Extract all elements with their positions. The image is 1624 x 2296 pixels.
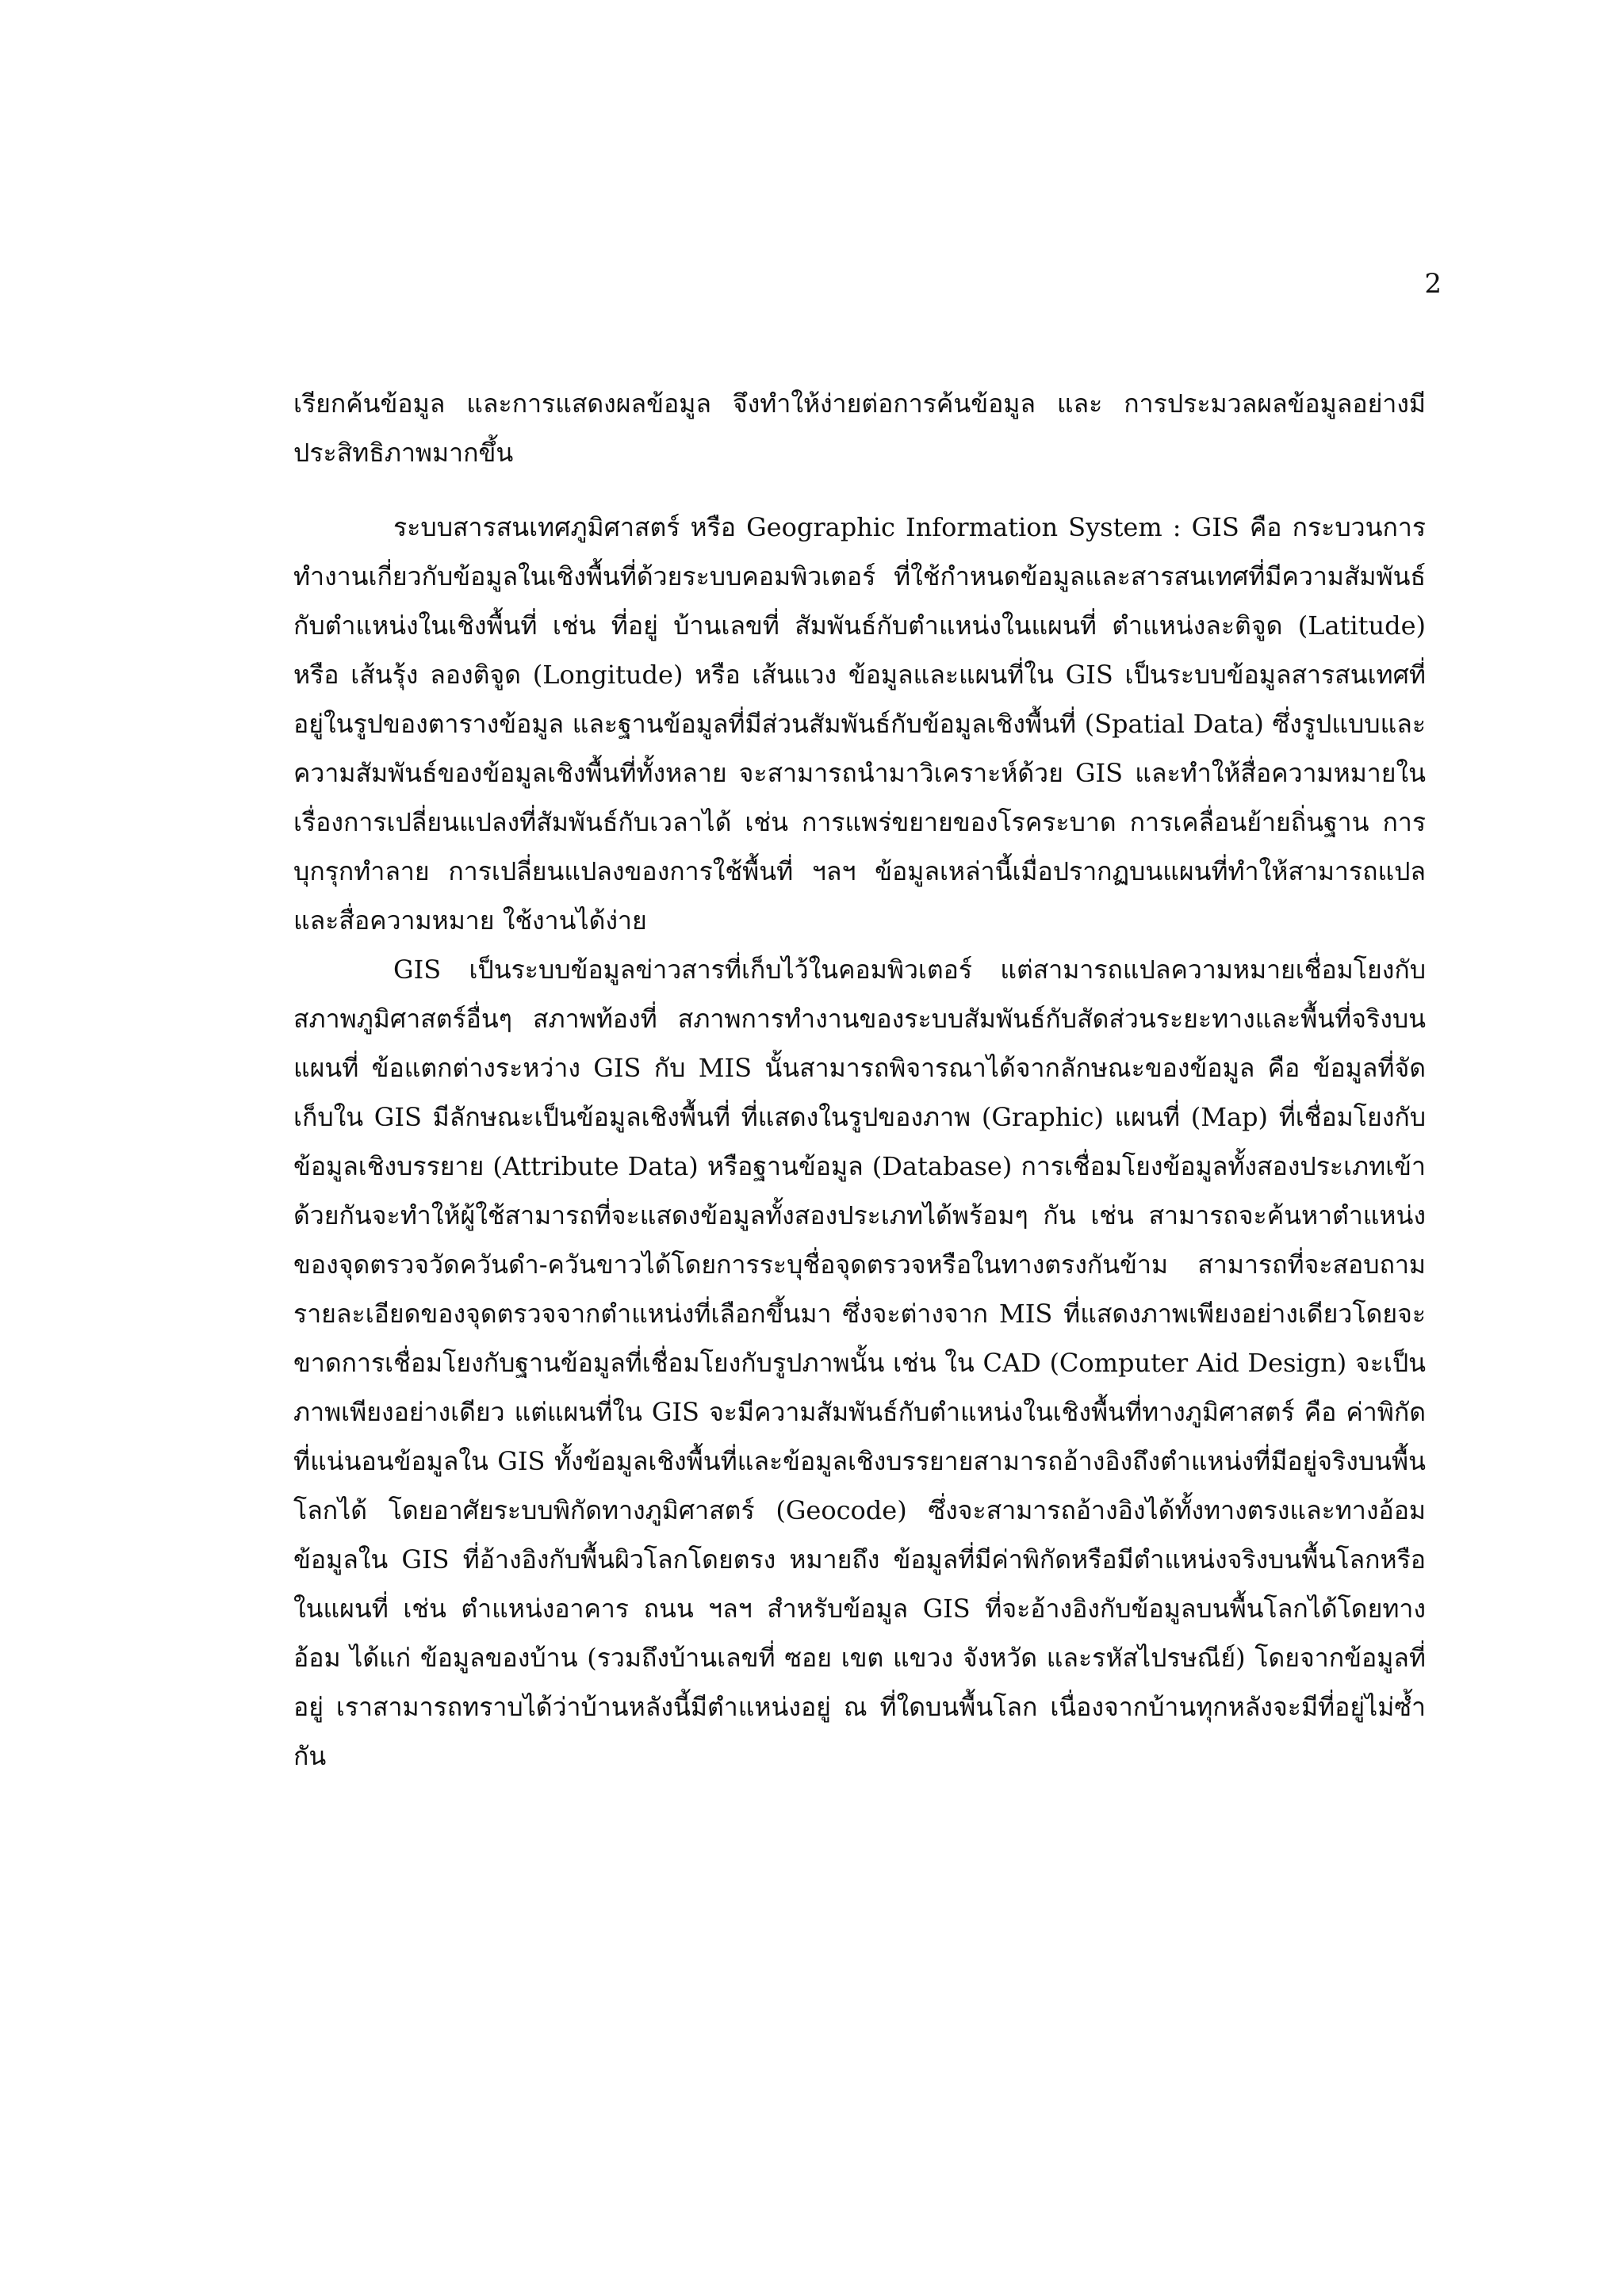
document-body xyxy=(293,379,1426,1781)
paragraph-gap xyxy=(293,477,1426,503)
page-number: 2 xyxy=(1424,268,1442,300)
paragraph-gis-vs-mis: GIS เป็นระบบข้อมูลข่าวสารที่เก็บไว้ในคอมพิวเตอร์ แต่สามารถแปลความหมายเชื่อมโยงกับสภาพภูมิศาสตร์อื่นๆ สภาพท้องที่ สภาพการทำงานของระบบสัมพันธ์กับสัดส่วนระยะทางและพื้นที่จริงบนแผนที่ ข้อแตกต่างระหว่าง GIS กับ MIS นั้นสามารถพิจารณาได้จากลักษณะของข้อมูล คือ ข้อมูลที่จัดเก็บใน GIS มีลักษณะเป็นข้อมูลเชิงพื้นที่ ที่แสดงในรูปของภาพ (Graphic) แผนที่ (Map) ที่เชื่อมโยงกับข้อมูลเชิงบรรยาย (Attribute Data) หรือฐานข้อมูล (Database) การเชื่อมโยงข้อมูลทั้งสองประเภทเข้าด้วยกันจะทำให้ผู้ใช้สามารถที่จะแสดงข้อมูลทั้งสองประเภทได้พร้อมๆ กัน เช่น สามารถจะค้นหาตำแหน่งของจุดตรวจวัดควันดำ-ควันขาวได้โดยการระบุชื่อจุดตรวจหรือในทางตรงกันข้าม สามารถที่จะสอบถามรายละเอียดของจุดตรวจจากตำแหน่งที่เลือกขึ้นมา ซึ่งจะต่างจาก MIS ที่แสดงภาพเพียงอย่างเดียวโดยจะขาดการเชื่อมโยงกับฐานข้อมูลที่เชื่อมโยงกับรูปภาพนั้น เช่น ใน CAD (Computer Aid Design) จะเป็นภาพเพียงอย่างเดียว แต่แผนที่ใน GIS จะมีความสัมพันธ์กับตำแหน่งในเชิงพื้นที่ทางภูมิศาสตร์ คือ ค่าพิกัดที่แน่นอนข้อมูลใน GIS ทั้งข้อมูลเชิงพื้นที่และข้อมูลเชิงบรรยายสามารถอ้างอิงถึงตำแหน่งที่มีอยู่จริงบนพื้นโลกได้ โดยอาศัยระบบพิกัดทางภูมิศาสตร์ (Geocode) ซึ่งจะสามารถอ้างอิงได้ทั้งทางตรงและทางอ้อม ข้อมูลใน GIS ที่อ้างอิงกับพื้นผิวโลกโดยตรง หมายถึง ข้อมูลที่มีค่าพิกัดหรือมีตำแหน่งจริงบนพื้นโลกหรือในแผนที่ เช่น ตำแหน่งอาคาร ถนน ฯลฯ สำหรับข้อมูล GIS ที่จะอ้างอิงกับข้อมูลบนพื้นโลกได้โดยทางอ้อม ได้แก่ ข้อมูลของบ้าน (รวมถึงบ้านเลขที่ ซอย เขต แขวง จังหวัด และรหัสไปรษณีย์) โดยจากข้อมูลที่อยู่ เราสามารถทราบได้ว่าบ้านหลังนี้มีตำแหน่งอยู่ ณ ที่ใดบนพื้นโลก เนื่องจากบ้านทุกหลังจะมีที่อยู่ไม่ซ้ำกัน xyxy=(293,955,1426,1771)
paragraph-gis-definition: ระบบสารสนเทศภูมิศาสตร์ หรือ Geographic Information System : GIS คือ กระบวนการทำงานเกี่ยวกับข้อมูลในเชิงพื้นที่ด้วยระบบคอมพิวเตอร์ ที่ใช้กำหนดข้อมูลและสารสนเทศที่มีความสัมพันธ์กับตำแหน่งในเชิงพื้นที่ เช่น ที่อยู่ บ้านเลขที่ สัมพันธ์กับตำแหน่งในแผนที่ ตำแหน่งละติจูด (Latitude) หรือ เส้นรุ้ง ลองติจูด (Longitude) หรือ เส้นแวง ข้อมูลและแผนที่ใน GIS เป็นระบบข้อมูลสารสนเทศที่อยู่ในรูปของตารางข้อมูล และฐานข้อมูลที่มีส่วนสัมพันธ์กับข้อมูลเชิงพื้นที่ (Spatial Data) ซึ่งรูปแบบและความสัมพันธ์ของข้อมูลเชิงพื้นที่ทั้งหลาย จะสามารถนำมาวิเคราะห์ด้วย GIS และทำให้สื่อความหมายในเรื่องการเปลี่ยนแปลงที่สัมพันธ์กับเวลาได้ เช่น การแพร่ขยายของโรคระบาด การเคลื่อนย้ายถิ่นฐาน การบุกรุกทำลาย การเปลี่ยนแปลงของการใช้พื้นที่ ฯลฯ ข้อมูลเหล่านี้เมื่อปรากฏบนแผนที่ทำให้สามารถแปลและสื่อความหมาย ใช้งานได้ง่าย xyxy=(293,512,1426,936)
paragraph-continuation: เรียกค้นข้อมูล และการแสดงผลข้อมูล จึงทำให้ง่ายต่อการค้นข้อมูล และ การประมวลผลข้อมูลอย่างมีประสิทธิภาพมากขึ้น xyxy=(293,388,1426,468)
